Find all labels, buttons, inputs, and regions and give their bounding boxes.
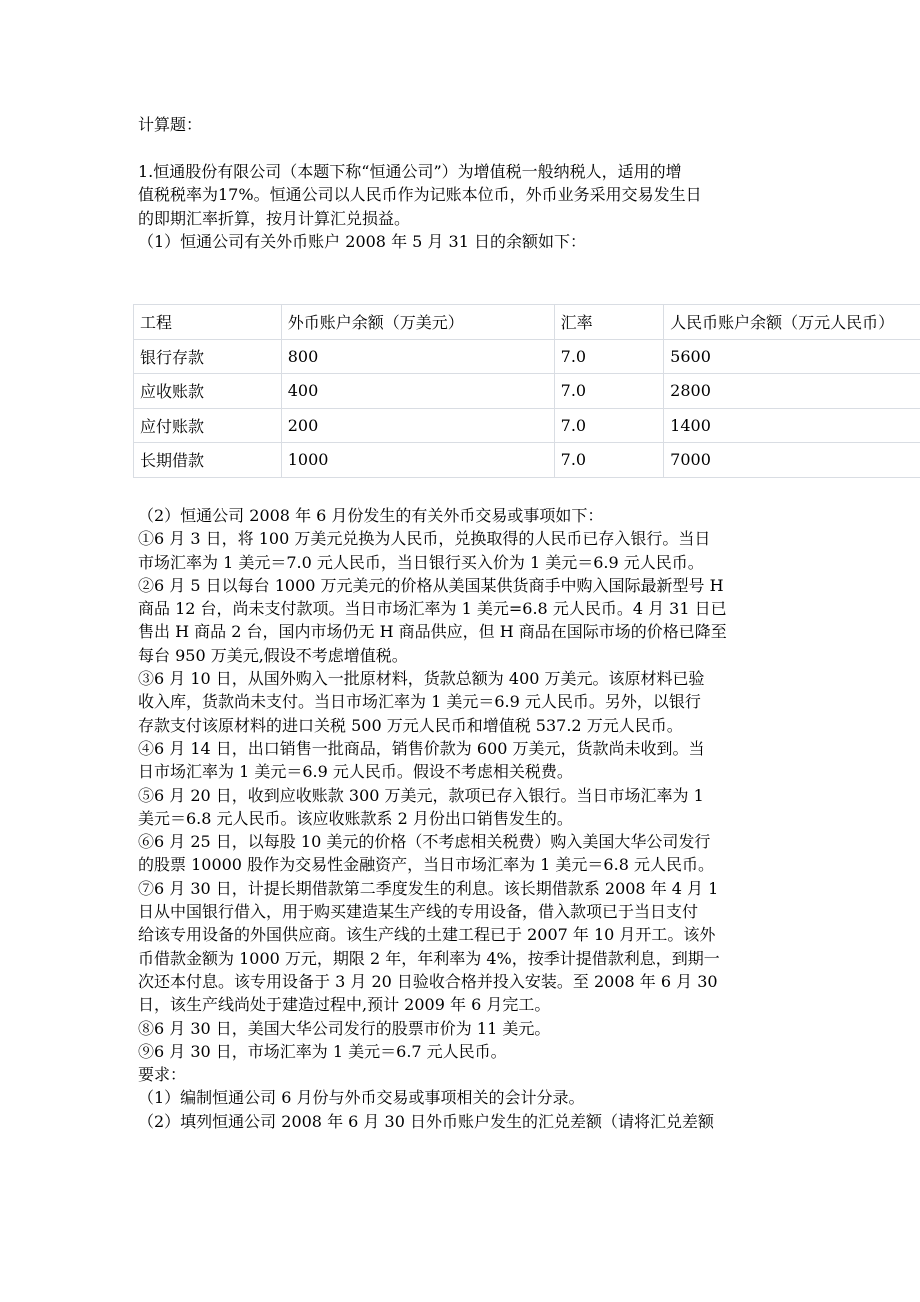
body-line: ④6 月 14 日，出口销售一批商品，销售价款为 600 万美元，货款尚未收到。当: [138, 738, 705, 758]
balance-table-wrapper: [133, 304, 920, 478]
body-line: ⑤6 月 20 日，收到应收账款 300 万美元，款项已存入银行。当日市场汇率为 1: [138, 785, 704, 805]
body-line: ⑧6 月 30 日，美国大华公司发行的股票市价为 11 美元。: [138, 1018, 551, 1038]
body-line: 次还本付息。该专用设备于 3 月 20 日验收合格并投入安装。至 2008 年 6 月 30: [138, 971, 718, 991]
table-row: [134, 374, 920, 409]
body-line: （2）填列恒通公司 2008 年 6 月 30 日外币账户发生的汇兑差额（请将汇兑差额: [138, 1111, 714, 1131]
balance-table: [133, 304, 920, 478]
table-header-cell: 汇率: [554, 305, 664, 340]
problem-intro: [138, 160, 798, 253]
table-header-row: [134, 305, 920, 340]
table-cell: 应收账款: [134, 374, 282, 409]
table-cell: 7000: [664, 443, 920, 478]
body-line: ⑥6 月 25 日，以每股 10 美元的价格（不考虑相关税费）购入美国大华公司发行: [138, 832, 711, 852]
body-line: 日市场汇率为 1 美元＝6.9 元人民币。假设不考虑相关税费。: [138, 762, 573, 782]
table-cell: 银行存款: [134, 339, 282, 374]
table-cell: 1400: [664, 408, 920, 443]
body-line: 给该专用设备的外国供应商。该生产线的土建工程已于 2007 年 10 月开工。该外: [138, 925, 716, 945]
intro-line: （1）恒通公司有关外币账户 2008 年 5 月 31 日的余额如下：: [138, 231, 586, 251]
table-row: [134, 443, 920, 478]
table-cell: 400: [281, 374, 554, 409]
table-cell: 200: [281, 408, 554, 443]
body-line: 美元＝6.8 元人民币。该应收账款系 2 月份出口销售发生的。: [138, 808, 573, 828]
table-cell: 长期借款: [134, 443, 282, 478]
body-line: 收入库，货款尚未支付。当日市场汇率为 1 美元＝6.9 元人民币。另外，以银行: [138, 692, 701, 712]
table-header-cell: 工程: [134, 305, 282, 340]
table-cell: 800: [281, 339, 554, 374]
table-header-cell: 外币账户余额（万美元）: [281, 305, 554, 340]
body-line: 市场汇率为 1 美元＝7.0 元人民币，当日银行买入价为 1 美元＝6.9 元人民币。: [138, 552, 704, 572]
body-line: ①6 月 3 日，将 100 万美元兑换为人民币，兑换取得的人民币已存入银行。当日: [138, 529, 711, 549]
problem-body: [138, 504, 818, 1133]
body-line: 售出 H 商品 2 台，国内市场仍无 H 商品供应，但 H 商品在国际市场的价格已降至: [138, 622, 727, 642]
table-cell: 7.0: [554, 374, 664, 409]
body-line: ⑦6 月 30 日，计提长期借款第二季度发生的利息。该长期借款系 2008 年 4 月 1: [138, 878, 719, 898]
table-cell: 1000: [281, 443, 554, 478]
body-line: ③6 月 10 日，从国外购入一批原材料，货款总额为 400 万美元。该原材料已验: [138, 669, 705, 689]
table-cell: 5600: [664, 339, 920, 374]
body-line: 的股票 10000 股作为交易性金融资产，当日市场汇率为 1 美元＝6.8 元人民币。: [138, 855, 714, 875]
table-cell: 7.0: [554, 443, 664, 478]
body-line: 要求：: [138, 1065, 187, 1085]
table-cell: 7.0: [554, 408, 664, 443]
body-line: （1）编制恒通公司 6 月份与外币交易或事项相关的会计分录。: [138, 1088, 585, 1108]
body-line: 日从中国银行借入，用于购买建造某生产线的专用设备，借入款项已于当日支付: [138, 902, 699, 922]
body-line: （2）恒通公司 2008 年 6 月份发生的有关外币交易或事项如下：: [138, 506, 604, 525]
body-line: ⑨6 月 30 日，市场汇率为 1 美元＝6.7 元人民币。: [138, 1041, 507, 1061]
body-line: ②6 月 5 日以每台 1000 万元美元的价格从美国某供货商手中购入国际最新型号 H: [138, 575, 724, 595]
body-line: 币借款金额为 1000 万元，期限 2 年，年利率为 4%，按季计提借款利息，到期一: [138, 948, 720, 968]
body-line: 日，该生产线尚处于建造过程中,预计 2009 年 6 月完工。: [138, 995, 551, 1015]
intro-line: 的即期汇率折算，按月计算汇兑损益。: [138, 208, 411, 228]
body-line: 商品 12 台，尚未支付款项。当日市场汇率为 1 美元=6.8 元人民币。4 月 31 日已: [138, 599, 727, 619]
table-header-cell: 人民币账户余额（万元人民币）: [664, 305, 920, 340]
table-cell: 应付账款: [134, 408, 282, 443]
table-cell: 7.0: [554, 339, 664, 374]
table-row: [134, 339, 920, 374]
section-heading: 计算题：: [138, 115, 203, 134]
body-line: 存款支付该原材料的进口关税 500 万元人民币和增值税 537.2 万元人民币。: [138, 715, 683, 735]
table-cell: 2800: [664, 374, 920, 409]
intro-line: 1.恒通股份有限公司（本题下称“恒通公司”）为增值税一般纳税人，适用的增: [138, 162, 682, 181]
body-line: 每台 950 万美元,假设不考虑增值税。: [138, 645, 408, 665]
intro-line: 值税税率为17%。恒通公司以人民币作为记账本位币，外币业务采用交易发生日: [138, 185, 702, 205]
table-row: [134, 408, 920, 443]
